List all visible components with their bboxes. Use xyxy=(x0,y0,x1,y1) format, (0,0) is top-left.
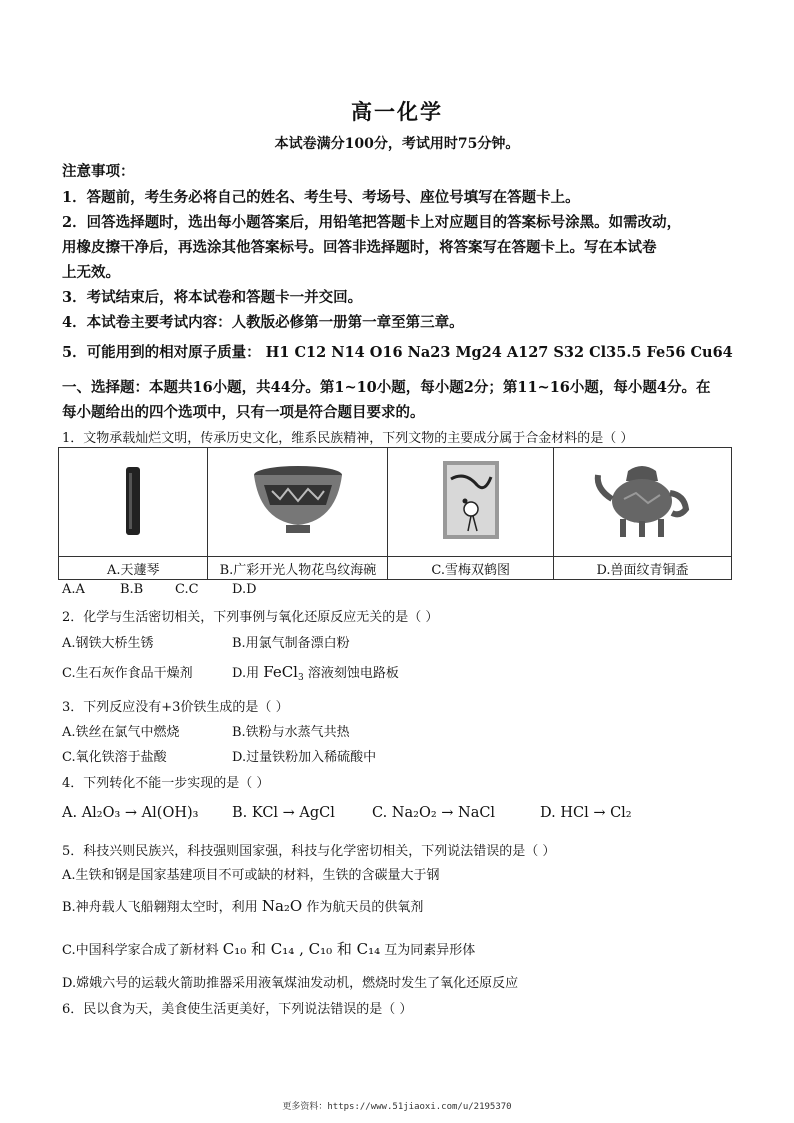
q2-option-d-suffix: 溶液刻蚀电路板 xyxy=(307,666,399,681)
q1-stem: 1．文物承载灿烂文明，传承历史文化，维系民族精神，下列文物的主要成分属于合金材料的是（ ） xyxy=(62,431,634,446)
bronze-vessel-image xyxy=(592,459,692,541)
note-item-2-end: 上无效。 xyxy=(62,264,120,281)
q2-stem: 2．化学与生活密切相关，下列事例与氧化还原反应无关的是（ ） xyxy=(62,610,439,625)
porcelain-bowl-image xyxy=(250,461,346,539)
q5-option-c: C.中国科学家合成了新材料 C₁₀ 和 C₁₄ , C₁₀ 和 C₁₄ 互为同素异形体 xyxy=(62,940,476,958)
fecl3-formula: FeCl$_3$ xyxy=(263,663,304,683)
note-item-5: 5．可能用到的相对原子质量： H1 C12 N14 O16 Na23 Mg24 A127 S32 Cl35.5 Fe56 Cu64 xyxy=(62,344,733,361)
q3-option-a: A.铁丝在氯气中燃烧 xyxy=(62,725,180,740)
q1-option-d: D.D xyxy=(232,582,257,597)
q1-image-cell-a xyxy=(59,448,208,557)
cranes-painting-image xyxy=(441,459,501,541)
q2-option-b: B.用氯气制备漂白粉 xyxy=(232,636,350,651)
q1-image-cell-d xyxy=(553,448,731,557)
guqin-image xyxy=(118,463,148,538)
q2-option-d xyxy=(232,662,399,683)
q1-caption-d: D.兽面纹青铜盉 xyxy=(553,557,731,580)
q5-option-b: B.神舟载人飞船翱翔太空时，利用 Na₂O 作为航天员的供氧剂 xyxy=(62,897,424,915)
q5-stem: 5．科技兴则民族兴，科技强则国家强，科技与化学密切相关，下列说法错误的是（ ） xyxy=(62,844,556,859)
q1-image-cell-b xyxy=(208,448,388,557)
carbon-formulas: C₁₀ 和 C₁₄ , C₁₀ 和 C₁₄ xyxy=(222,940,381,958)
q2-option-a: A.钢铁大桥生锈 xyxy=(62,636,154,651)
q1-caption-b: B.广彩开光人物花鸟纹海碗 xyxy=(208,557,388,580)
q1-option-a: A.A xyxy=(62,582,85,597)
q1-option-b: B.B xyxy=(120,582,144,597)
q1-image-cell-c xyxy=(388,448,554,557)
note-item-2-cont: 用橡皮擦干净后，再选涂其他答案标号。回答非选择题时，将答案写在答题卡上。写在本试卷 xyxy=(62,239,657,256)
q6-stem: 6．民以食为天，美食使生活更美好，下列说法错误的是（ ） xyxy=(62,1002,413,1017)
footer-link[interactable]: 更多资料：https://www.51jiaoxi.com/u/2195370 xyxy=(282,1102,512,1112)
q2-option-c: C.生石灰作食品干燥剂 xyxy=(62,666,193,681)
section-heading-cont: 每小题给出的四个选项中，只有一项是符合题目要求的。 xyxy=(62,404,425,421)
q3-stem: 3．下列反应没有+3价铁生成的是（ ） xyxy=(62,700,289,715)
note-item-2: 2．回答选择题时，选出每小题答案后，用铅笔把答题卡上对应题目的答案标号涂黑。如需改动， xyxy=(62,214,682,231)
exam-subtitle: 本试卷满分100分，考试用时75分钟。 xyxy=(274,136,520,152)
q1-image-table xyxy=(58,447,732,580)
exam-title: 高一化学 xyxy=(351,99,443,124)
q5-option-a: A.生铁和钢是国家基建项目不可或缺的材料，生铁的含碳量大于钢 xyxy=(62,868,440,883)
q4-option-d: D. HCl → Cl₂ xyxy=(540,805,632,821)
q5-option-d: D.嫦娥六号的运载火箭助推器采用液氧煤油发动机，燃烧时发生了氧化还原反应 xyxy=(62,976,519,991)
q1-caption-c: C.雪梅双鹤图 xyxy=(388,557,554,580)
q4-option-b: B. KCl → AgCl xyxy=(232,805,335,821)
q3-option-b: B.铁粉与水蒸气共热 xyxy=(232,725,350,740)
notes-heading: 注意事项： xyxy=(62,163,135,180)
q1-caption-a: A.天蘧琴 xyxy=(59,557,208,580)
na2o-formula: Na₂O xyxy=(261,897,303,915)
section-heading: 一、选择题：本题共16小题，共44分。第1~10小题，每小题2分；第11~16小题，每小题4分。在 xyxy=(62,379,711,396)
q3-option-c: C.氧化铁溶于盐酸 xyxy=(62,750,167,765)
note-item-4: 4．本试卷主要考试内容：人教版必修第一册第一章至第三章。 xyxy=(62,314,464,331)
q3-option-d: D.过量铁粉加入稀硫酸中 xyxy=(232,750,377,765)
q2-option-d-prefix: D.用 xyxy=(232,666,260,681)
note-item-1: 1．答题前，考生务必将自己的姓名、考生号、考场号、座位号填写在答题卡上。 xyxy=(62,189,580,206)
q4-option-c: C. Na₂O₂ → NaCl xyxy=(372,805,496,821)
q1-option-c: C.C xyxy=(175,582,199,597)
q4-option-a: A. Al₂O₃ → Al(OH)₃ xyxy=(62,805,199,821)
note-item-3: 3．考试结束后，将本试卷和答题卡一并交回。 xyxy=(62,289,363,306)
q4-stem: 4．下列转化不能一步实现的是（ ） xyxy=(62,776,270,791)
